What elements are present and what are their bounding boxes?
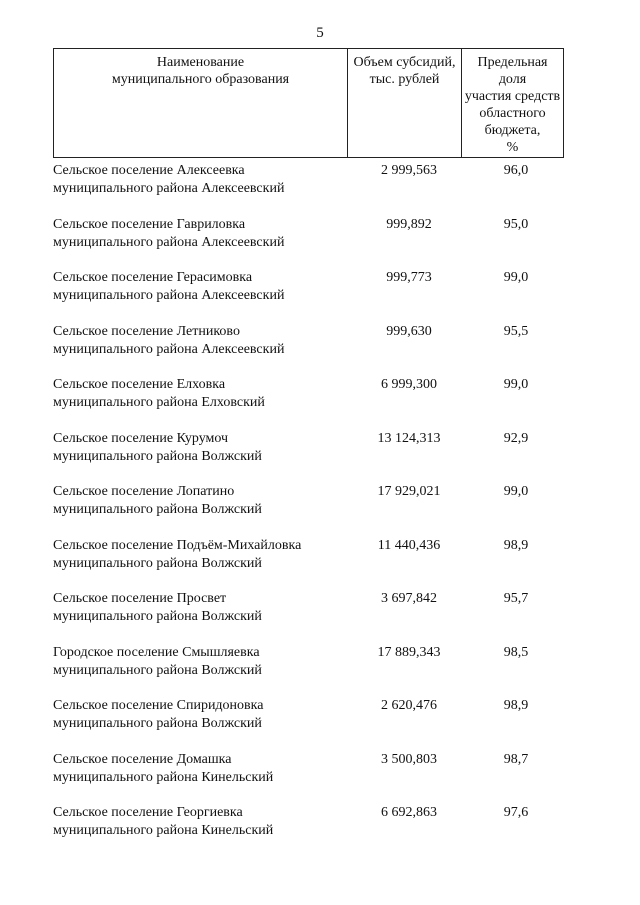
municipality-name bbox=[53, 751, 353, 787]
subsidy-volume: 11 440,436 bbox=[377, 537, 441, 553]
table-row bbox=[0, 374, 640, 428]
table-row bbox=[0, 695, 640, 749]
municipality-name-line2: муниципального района Алексеевский bbox=[53, 181, 285, 196]
municipality-name-line2: муниципального района Волжский bbox=[53, 555, 262, 571]
subsidy-volume: 17 929,021 bbox=[377, 484, 441, 499]
table-header bbox=[53, 48, 564, 158]
municipality-name-line2: муниципального района Волжский bbox=[53, 716, 262, 731]
municipality-name bbox=[53, 162, 353, 198]
budget-share: 92,9 bbox=[503, 430, 529, 446]
subsidy-volume: 2 620,476 bbox=[381, 698, 437, 713]
subsidy-volume: 6 999,300 bbox=[381, 377, 437, 392]
municipality-name bbox=[53, 804, 353, 840]
budget-share: 99,0 bbox=[503, 377, 529, 392]
municipality-name bbox=[53, 697, 353, 733]
municipality-name-line1: Сельское поселение Подъём-Михайловка bbox=[53, 537, 302, 553]
municipality-name-line2: муниципального района Алексеевский bbox=[53, 234, 285, 250]
municipality-name bbox=[53, 376, 353, 412]
subsidy-volume: 13 124,313 bbox=[377, 430, 441, 446]
subsidy-volume: 2 999,563 bbox=[381, 163, 437, 178]
table-row bbox=[0, 267, 640, 321]
municipality-name-line2: муниципального района Волжский bbox=[53, 609, 262, 624]
budget-share: 95,0 bbox=[503, 216, 529, 232]
budget-share: 95,5 bbox=[503, 323, 529, 339]
municipality-name-line2: муниципального района Волжский bbox=[53, 502, 262, 517]
table-row bbox=[0, 749, 640, 803]
municipality-name-line1: Сельское поселение Елховка bbox=[53, 377, 226, 392]
budget-share: 99,0 bbox=[503, 270, 529, 285]
municipality-name-line1: Сельское поселение Летниково bbox=[53, 323, 240, 339]
municipality-name bbox=[53, 537, 353, 573]
header-volume-column: Объем субсидий, тыс. рублей bbox=[348, 49, 462, 157]
municipality-name-line2: муниципального района Елховский bbox=[53, 395, 265, 410]
municipality-name-line1: Сельское поселение Алексеевка bbox=[53, 163, 245, 178]
subsidy-volume: 999,773 bbox=[386, 270, 432, 285]
municipality-name-line1: Сельское поселение Георгиевка bbox=[53, 805, 243, 820]
budget-share: 95,7 bbox=[503, 591, 529, 606]
budget-share: 99,0 bbox=[503, 484, 529, 499]
table-row bbox=[0, 160, 640, 214]
table-row bbox=[0, 214, 640, 268]
municipality-name bbox=[53, 216, 353, 252]
budget-share: 98,7 bbox=[503, 751, 529, 767]
municipality-name bbox=[53, 590, 353, 626]
municipality-name bbox=[53, 483, 353, 519]
table-body bbox=[0, 160, 640, 856]
table-row bbox=[0, 642, 640, 696]
subsidy-volume: 999,630 bbox=[386, 323, 432, 339]
budget-share: 98,9 bbox=[503, 698, 529, 713]
municipality-name-line1: Сельское поселение Герасимовка bbox=[53, 270, 253, 285]
subsidy-volume: 999,892 bbox=[386, 216, 432, 232]
municipality-name bbox=[53, 269, 353, 305]
municipality-name-line1: Сельское поселение Просвет bbox=[53, 591, 227, 606]
municipality-name bbox=[53, 430, 353, 466]
budget-share: 98,5 bbox=[503, 644, 529, 660]
table-row bbox=[0, 321, 640, 375]
municipality-name bbox=[53, 644, 353, 680]
municipality-name-line2: муниципального района Волжский bbox=[53, 662, 262, 678]
table-row bbox=[0, 802, 640, 856]
table-row bbox=[0, 535, 640, 589]
table-row bbox=[0, 588, 640, 642]
municipality-name bbox=[53, 323, 353, 359]
subsidy-volume: 17 889,343 bbox=[377, 644, 441, 660]
subsidy-volume: 3 500,803 bbox=[381, 751, 437, 767]
municipality-name-line1: Сельское поселение Домашка bbox=[53, 751, 232, 767]
municipality-name-line1: Сельское поселение Лопатино bbox=[53, 484, 235, 499]
budget-share: 96,0 bbox=[503, 163, 529, 178]
municipality-name-line1: Сельское поселение Спиридоновка bbox=[53, 698, 264, 713]
municipality-name-line1: Сельское поселение Гавриловка bbox=[53, 216, 246, 232]
subsidy-volume: 6 692,863 bbox=[381, 805, 437, 820]
municipality-name-line2: муниципального района Алексеевский bbox=[53, 288, 285, 303]
municipality-name-line2: муниципального района Кинельский bbox=[53, 769, 274, 785]
municipality-name-line1: Городское поселение Смышляевка bbox=[53, 644, 260, 660]
header-name-column: Наименование муниципального образования bbox=[54, 49, 348, 157]
budget-share: 97,6 bbox=[503, 805, 529, 820]
municipality-name-line2: муниципального района Кинельский bbox=[53, 823, 274, 838]
subsidy-volume: 3 697,842 bbox=[381, 591, 437, 606]
header-share-column: Предельная доля участия средств областного бюджета, % bbox=[464, 55, 561, 155]
page-number: 5 bbox=[316, 25, 324, 41]
municipality-name-line1: Сельское поселение Курумоч bbox=[53, 430, 229, 446]
table-row bbox=[0, 481, 640, 535]
municipality-name-line2: муниципального района Алексеевский bbox=[53, 341, 285, 357]
municipality-name-line2: муниципального района Волжский bbox=[53, 448, 262, 464]
budget-share: 98,9 bbox=[503, 537, 529, 553]
table-row bbox=[0, 428, 640, 482]
